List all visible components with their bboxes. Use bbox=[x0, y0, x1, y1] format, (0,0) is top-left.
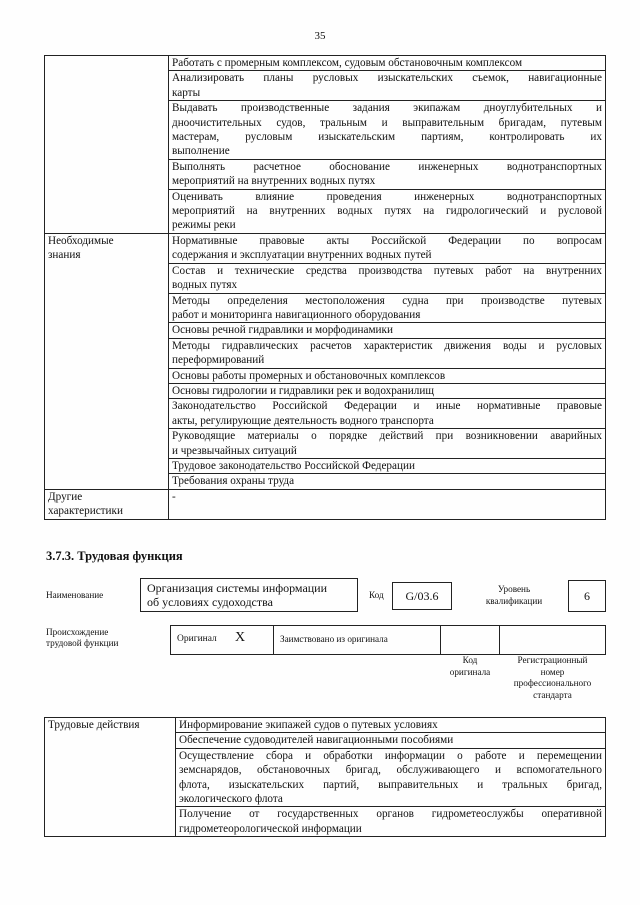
name-value-box bbox=[140, 578, 358, 612]
label-line: знания bbox=[48, 249, 81, 262]
item-cell bbox=[169, 101, 606, 160]
text-line: выполнение bbox=[172, 145, 230, 158]
reg-number-line-1: Регистрационный bbox=[517, 655, 588, 665]
code-original-label bbox=[440, 655, 500, 678]
text-line: флота, изыскательских партий, выправительных и тральных бригад, bbox=[179, 778, 602, 791]
item-cell bbox=[176, 733, 606, 748]
text-line: Осуществление сбора и обработки информации о работе и перемещении bbox=[179, 749, 602, 762]
skills-label-cell bbox=[45, 56, 169, 234]
text-line: акты, регулирующие деятельность водного транспорта bbox=[172, 414, 434, 427]
other-label-cell bbox=[45, 489, 169, 519]
original-mark: X bbox=[235, 630, 246, 645]
level-label bbox=[474, 584, 554, 607]
text-line: Трудовое законодательство Российской Федерации bbox=[172, 459, 415, 472]
reg-number-line-3: профессионального bbox=[513, 678, 592, 688]
section-heading: 3.7.3. Трудовая функция bbox=[46, 549, 183, 563]
text-line: Состав и технические средства производства путевых работ на внутренних bbox=[172, 264, 602, 277]
origin-label bbox=[46, 627, 118, 649]
text-line: Методы определения местоположения судна при производстве путевых bbox=[172, 294, 602, 307]
name-value-line-1: Организация системы информации bbox=[147, 581, 328, 595]
knowledge-label-cell bbox=[45, 233, 169, 489]
code-label: Код bbox=[369, 590, 384, 600]
text-line: мастерам, русловым изыскательским партиям, контролировать их bbox=[172, 131, 602, 144]
reg-number-line-2: номер bbox=[540, 666, 565, 677]
text-line: Основы речной гидравлики и морфодинамики bbox=[172, 324, 393, 337]
text-line: мероприятий на внутренних водных путях bbox=[172, 175, 376, 188]
text-line: карты bbox=[172, 86, 201, 99]
text-line: Обеспечение судоводителей навигационными пособиями bbox=[179, 734, 454, 747]
actions-label: Трудовые действия bbox=[48, 719, 140, 731]
text-line: содержания и эксплуатации внутренних водных путей bbox=[172, 249, 432, 262]
reg-number-cell bbox=[499, 625, 606, 655]
text-line: Требования охраны труда bbox=[172, 475, 295, 488]
label-line: Другие bbox=[48, 490, 83, 503]
text-line: земснарядов, обстановочных бригад, обслуживающего и вспомогательного bbox=[179, 764, 602, 777]
code-original-cell bbox=[440, 625, 500, 655]
original-cell bbox=[170, 625, 274, 655]
text-line: мероприятий на внутренних водных путях на гидрологический и русловой bbox=[172, 205, 602, 218]
item-cell bbox=[169, 233, 606, 263]
item-cell bbox=[169, 458, 606, 473]
text-line: водных путях bbox=[172, 279, 238, 292]
page-number: 35 bbox=[314, 30, 326, 42]
item-cell bbox=[169, 323, 606, 338]
item-cell bbox=[169, 399, 606, 429]
reg-number-line-4: стандарта bbox=[533, 689, 572, 700]
item-cell bbox=[169, 383, 606, 398]
label-line: характеристики bbox=[48, 505, 123, 518]
work-actions-table bbox=[44, 717, 606, 837]
text-line: переформирований bbox=[172, 354, 265, 367]
item-cell bbox=[169, 71, 606, 101]
label-line: Необходимые bbox=[48, 234, 114, 247]
table-row bbox=[45, 718, 606, 733]
original-label: Оригинал bbox=[177, 634, 217, 644]
item-cell bbox=[169, 56, 606, 71]
item-cell bbox=[169, 368, 606, 383]
text-line: Законодательство Российской Федерации и иные нормативные правовые bbox=[172, 400, 602, 413]
table-row bbox=[45, 56, 606, 71]
table-row bbox=[45, 489, 606, 519]
text-line: гидрометеорологической информации bbox=[179, 822, 362, 835]
code-original-line-1: Код bbox=[462, 655, 478, 665]
borrowed-cell bbox=[273, 625, 441, 655]
origin-label-line-2: трудовой функции bbox=[46, 638, 119, 648]
code-original-line-2: оригинала bbox=[449, 666, 491, 677]
text-line: режимы реки bbox=[172, 219, 236, 232]
borrowed-label: Заимствовано из оригинала bbox=[280, 634, 388, 644]
origin-label-line-1: Происхождение bbox=[46, 627, 109, 637]
text-line: Работать с промерным комплексом, судовым обстановочным комплексом bbox=[172, 57, 523, 69]
text-line: Оценивать влияние проведения инженерных воднотранспортных bbox=[172, 190, 602, 203]
table-row bbox=[45, 233, 606, 263]
name-label: Наименование bbox=[46, 590, 104, 600]
name-value-line-2: об условиях судоходства bbox=[147, 595, 273, 609]
item-cell bbox=[169, 189, 606, 233]
other-value-cell bbox=[169, 489, 606, 519]
item-cell bbox=[176, 718, 606, 733]
item-cell bbox=[169, 293, 606, 323]
text-line: дноочистительных судов, тральным и выправительным бригадам, путевым bbox=[172, 116, 602, 129]
text-line: Нормативные правовые акты Российской Федерации по вопросам bbox=[172, 234, 602, 247]
actions-label-cell bbox=[45, 718, 176, 837]
other-value: - bbox=[172, 490, 176, 503]
text-line: Руководящие материалы о порядке действий при возникновении аварийных bbox=[172, 430, 602, 443]
text-line: Анализировать планы русловых изыскательских съемок, навигационные bbox=[172, 72, 602, 85]
code-value-box: G/03.6 bbox=[392, 582, 452, 610]
text-line: экологического флота bbox=[179, 793, 283, 806]
text-line: Выдавать производственные задания экипажам дноуглубительных и bbox=[172, 102, 602, 115]
item-cell bbox=[169, 159, 606, 189]
item-cell bbox=[176, 807, 606, 837]
text-line: и чрезвычайных ситуаций bbox=[172, 444, 297, 457]
text-line: работ и мониторинга навигационного оборудования bbox=[172, 308, 421, 321]
level-label-line-2: квалификации bbox=[485, 595, 543, 606]
skills-knowledge-table bbox=[44, 55, 606, 520]
item-cell bbox=[169, 474, 606, 489]
item-cell bbox=[169, 338, 606, 368]
level-label-line-1: Уровень bbox=[497, 584, 531, 594]
text-line: Выполнять расчетное обоснование инженерных воднотранспортных bbox=[172, 160, 602, 173]
item-cell bbox=[169, 263, 606, 293]
text-line: Основы гидрологии и гидравлики рек и водохранилищ bbox=[172, 384, 434, 397]
text-line: Информирование экипажей судов о путевых условиях bbox=[179, 719, 438, 731]
item-cell bbox=[176, 748, 606, 807]
reg-number-label bbox=[499, 655, 606, 701]
text-line: Получение от государственных органов гидрометеослужбы оперативной bbox=[179, 808, 602, 821]
level-value-box: 6 bbox=[568, 580, 606, 612]
text-line: Основы работы промерных и обстановочных комплексов bbox=[172, 369, 446, 382]
item-cell bbox=[169, 429, 606, 459]
text-line: Методы гидравлических расчетов характеристик движения воды и русловых bbox=[172, 339, 602, 352]
